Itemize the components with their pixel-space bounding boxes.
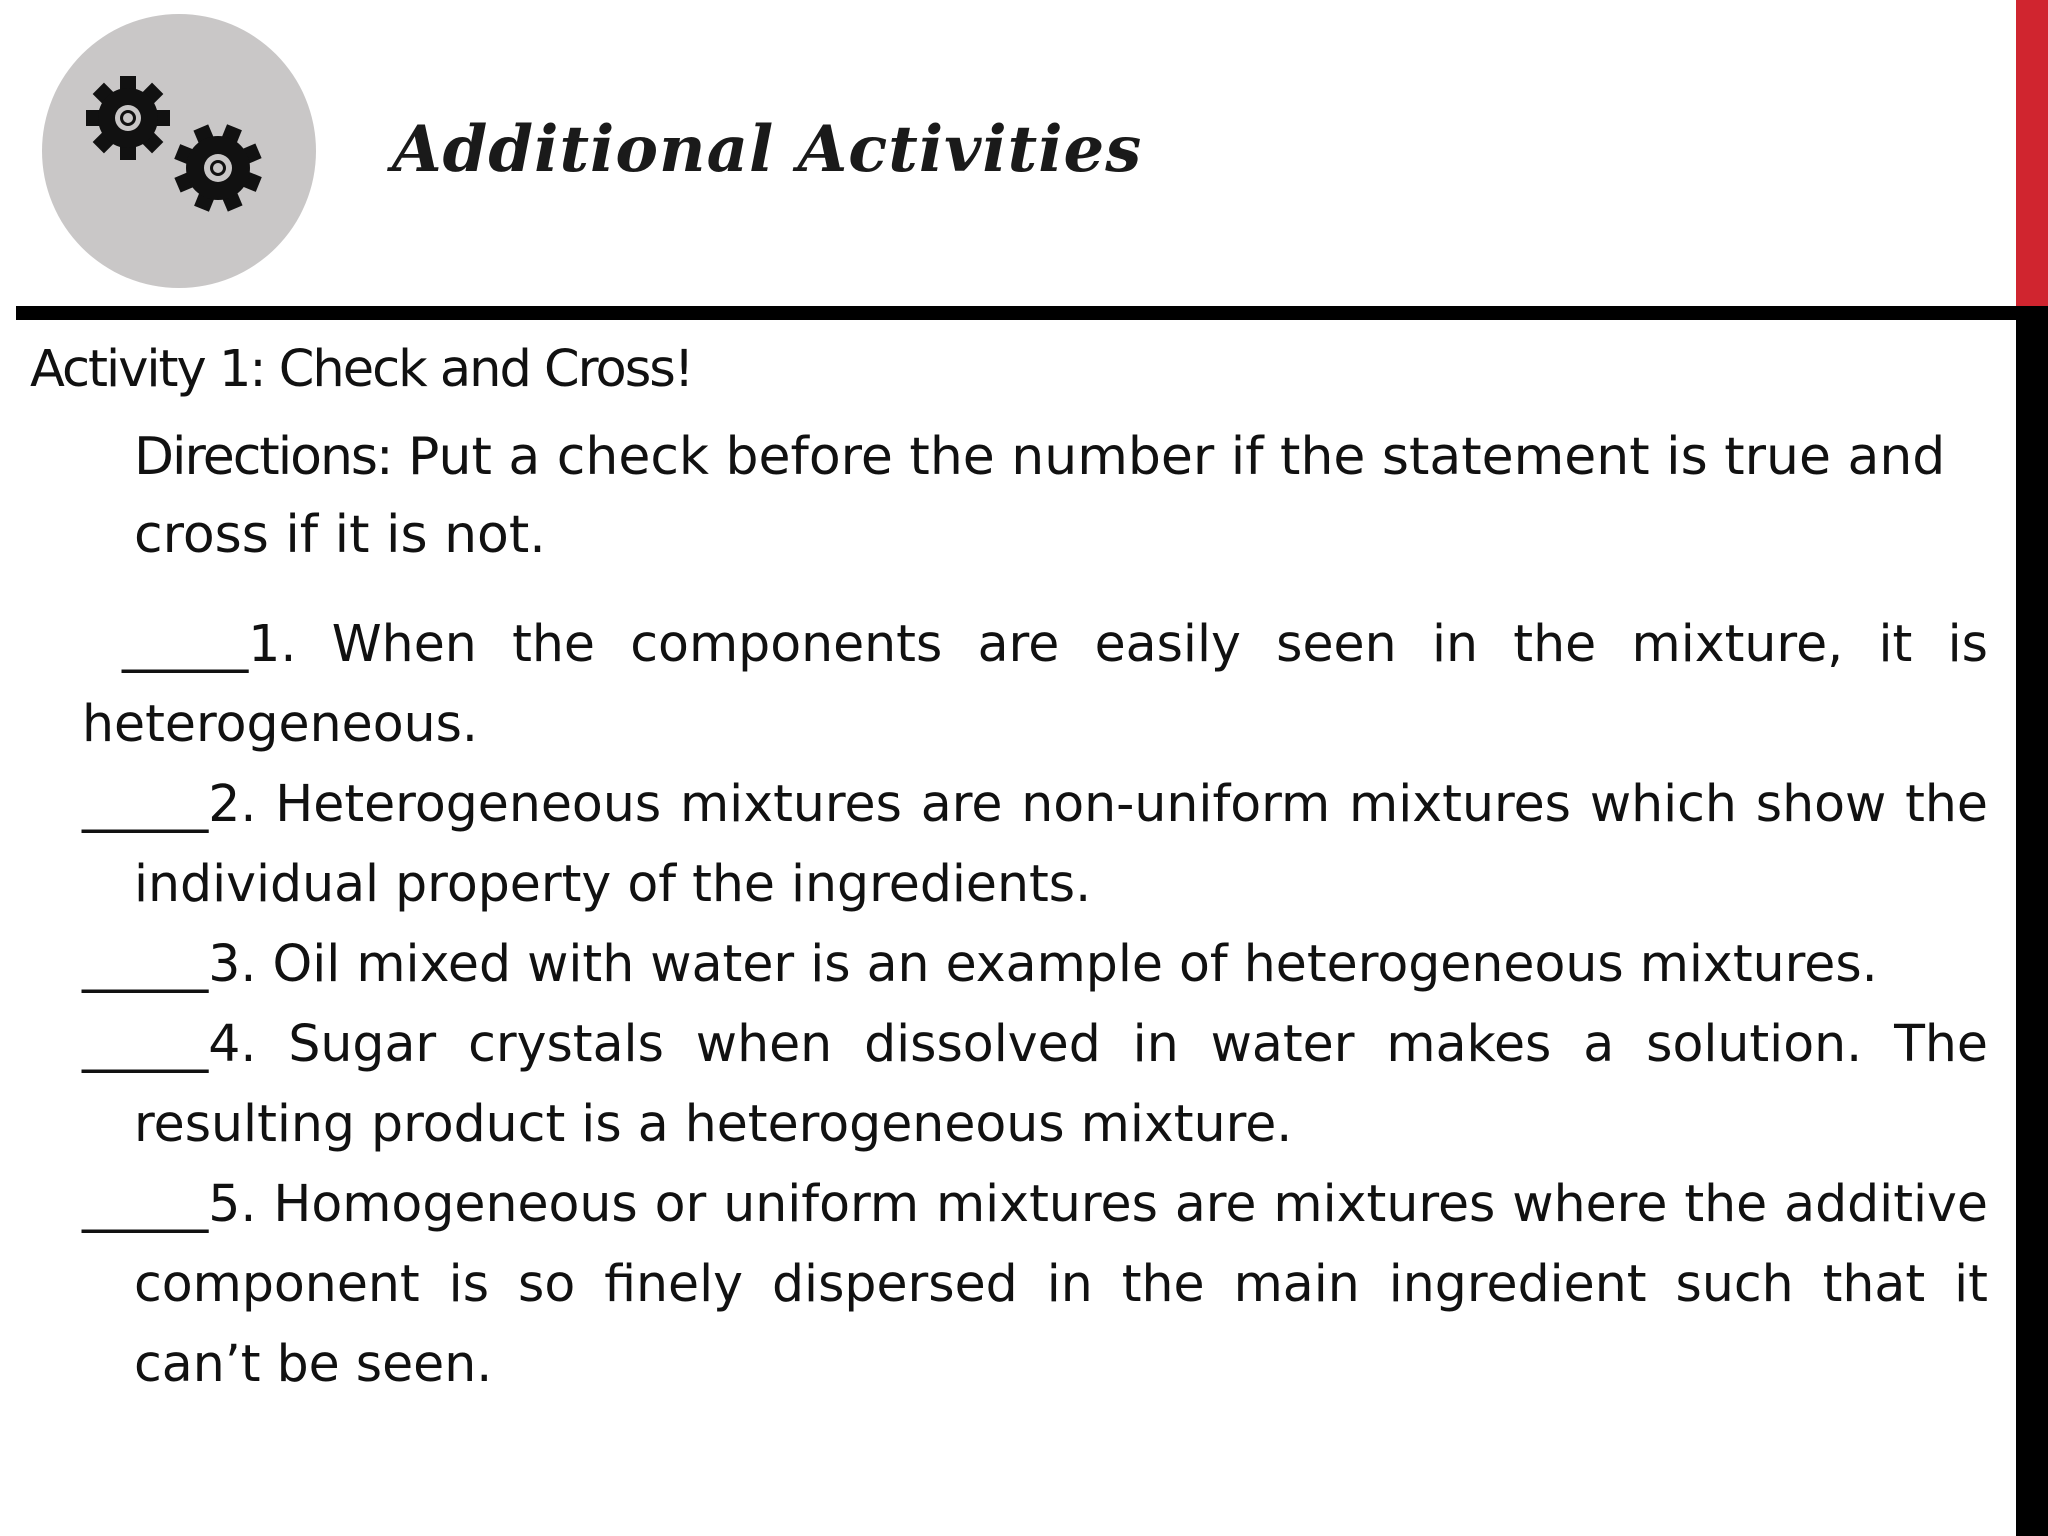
accent-bar xyxy=(2016,0,2048,306)
answer-blank: _____ xyxy=(122,614,249,673)
answer-blank: _____ xyxy=(82,774,209,833)
gears-icon xyxy=(42,14,316,288)
answer-blank: _____ xyxy=(82,934,209,993)
answer-blank: _____ xyxy=(82,1174,209,1233)
item-text: 2. Heterogeneous mixtures are non-uniform mixtures which show the individual property of the ingredients. xyxy=(134,774,1988,913)
list-item xyxy=(82,604,1988,764)
list-item xyxy=(82,1164,1988,1404)
answer-blank: _____ xyxy=(82,1014,209,1073)
side-border xyxy=(2016,306,2048,1536)
item-text: 5. Homogeneous or uniform mixtures are mixtures where the additive component is so finely dispersed in the main ingredient such that it can’t be seen. xyxy=(134,1174,1988,1393)
gears-badge xyxy=(42,14,316,288)
item-text: 4. Sugar crystals when dissolved in water makes a solution. The resulting product is a heterogeneous mixture. xyxy=(134,1014,1988,1153)
directions-label: Directions: xyxy=(134,427,392,487)
item-text: 3. Oil mixed with water is an example of heterogeneous mixtures. xyxy=(208,934,1878,993)
activity-title: Activity 1: Check and Cross! xyxy=(30,340,693,399)
list-item xyxy=(82,764,1988,924)
directions-text: Put a check before the number if the statement is true and cross if it is not. xyxy=(134,427,1946,565)
list-item xyxy=(82,1004,1988,1164)
item-list xyxy=(82,604,1988,1404)
item-text: 1. When the components are easily seen in the mixture, it is heterogeneous. xyxy=(82,614,1988,753)
directions xyxy=(134,418,1994,574)
page-title: Additional Activities xyxy=(392,112,1143,187)
list-item xyxy=(82,924,1988,1004)
header-divider xyxy=(16,306,2048,320)
